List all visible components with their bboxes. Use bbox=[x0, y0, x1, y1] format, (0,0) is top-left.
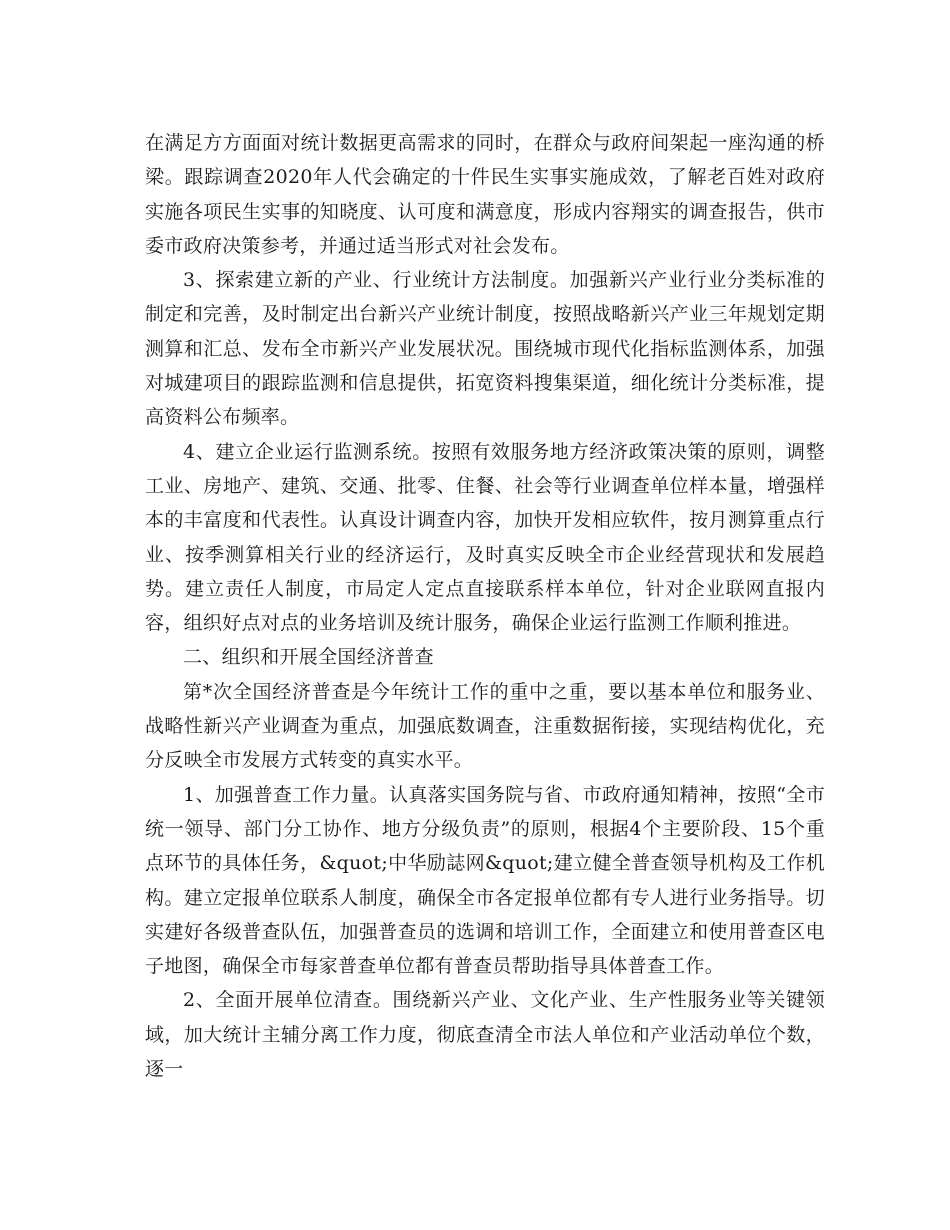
paragraph-item-2-unit-inventory: 2、全面开展单位清查。围绕新兴产业、文化产业、生产性服务业等关键领域，加大统计主辅分离工作力度，彻底查清全市法人单位和产业活动单位个数，逐一 bbox=[145, 989, 825, 1081]
document-body bbox=[145, 126, 825, 1086]
paragraph-survey-bridge: 在满足方方面面对统计数据更高需求的同时，在群众与政府间架起一座沟通的桥梁。跟踪调查2020年人代会确定的十件民生实事实施成效，了解老百姓对政府实施各项民生实事的知晓度、认可度和满意度，形成内容翔实的调查报告，供市委市政府决策参考，并通过适当形式对社会发布。 bbox=[145, 132, 825, 257]
section-heading-economic-census: 二、组织和开展全国经济普查 bbox=[183, 646, 434, 669]
paragraph-item-1-census-workforce: 1、加强普查工作力量。认真落实国务院与省、市政府通知精神，按照“全市统一领导、部门分工协作、地方分级负责”的原则，根据4个主要阶段、15个重点环节的具体任务，&quot;中华励誌网&quot;建立健全普查领导机构及工作机构。建立定报单位联系人制度，确保全市各定报单位都有专人进行业务指导。切实建好各级普查队伍，加强普查员的选调和培训工作，全面建立和使用普查区电子地图，确保全市每家普查单位都有普查员帮助指导具体普查工作。 bbox=[145, 783, 825, 978]
paragraph-item-3-industry-statistics: 3、探索建立新的产业、行业统计方法制度。加强新兴产业行业分类标准的制定和完善，及时制定出台新兴产业统计制度，按照战略新兴产业三年规划定期测算和汇总、发布全市新兴产业发展状况。围绕城市现代化指标监测体系，加强对城建项目的跟踪监测和信息提供，拓宽资料搜集渠道，细化统计分类标准，提高资料公布频率。 bbox=[145, 269, 825, 429]
paragraph-item-4-enterprise-monitoring: 4、建立企业运行监测系统。按照有效服务地方经济政策决策的原则，调整工业、房地产、建筑、交通、批零、住餐、社会等行业调查单位样本量，增强样本的丰富度和代表性。认真设计调查内容，加快开发相应软件，按月测算重点行业、按季测算相关行业的经济运行，及时真实反映全市企业经营现状和发展趋势。建立责任人制度，市局定人定点直接联系样本单位，针对企业联网直报内容，组织好点对点的业务培训及统计服务，确保企业运行监测工作顺利推进。 bbox=[145, 440, 825, 635]
paragraph-census-overview: 第*次全国经济普查是今年统计工作的重中之重，要以基本单位和服务业、战略性新兴产业调查为重点，加强底数调查，注重数据衔接，实现结构优化，充分反映全市发展方式转变的真实水平。 bbox=[145, 680, 825, 772]
